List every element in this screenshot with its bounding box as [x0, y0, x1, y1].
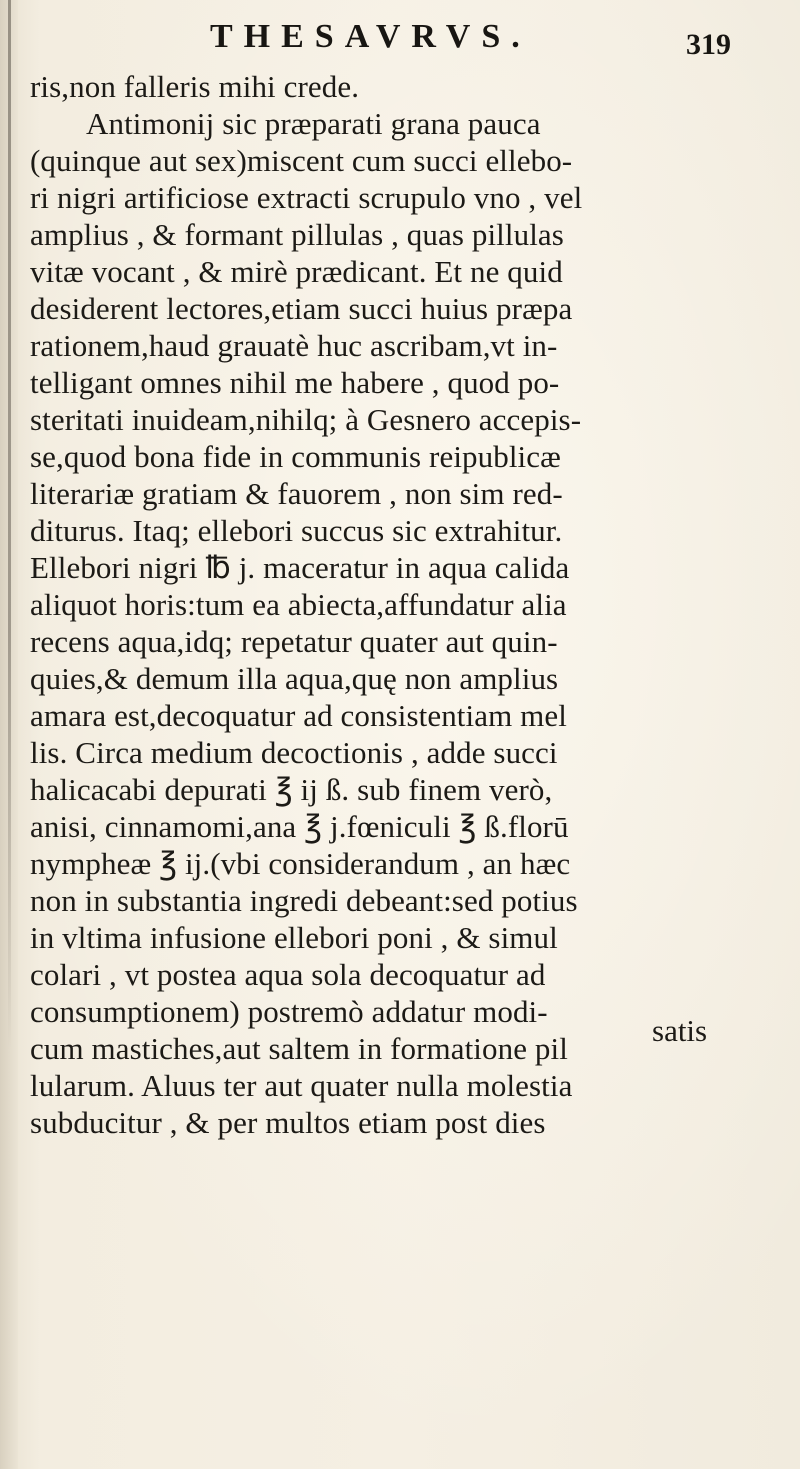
text-line: Antimonij sic præparati grana pauca [86, 106, 541, 141]
text-line: rationem,haud grauatè huc ascribam,vt in- [30, 328, 558, 363]
text-line: steritati inuideam,nihilq; à Gesnero accepis- [30, 402, 582, 437]
text-line: amara est,decoquatur ad consistentiam mel [30, 698, 567, 733]
text-line: nympheæ ℥ ij.(vbi considerandum , an hæc [30, 846, 571, 881]
catchword: satis [652, 1013, 708, 1048]
text-line: lularum. Aluus ter aut quater nulla molestia [30, 1068, 573, 1103]
text-line: non in substantia ingredi debeant:sed potius [30, 883, 578, 918]
page-edge-shadow [8, 0, 11, 1050]
text-line: se,quod bona fide in communis reipublicæ [30, 439, 561, 474]
text-line: subducitur , & per multos etiam post dies [30, 1105, 546, 1140]
text-line: halicacabi depurati ℥ ij ß. sub finem verò, [30, 772, 553, 807]
text-line: ri nigri artificiose extracti scrupulo vno , vel [30, 180, 583, 215]
text-line: quies,& demum illa aqua,quę non amplius [30, 661, 559, 696]
text-line: amplius , & formant pillulas , quas pillulas [30, 217, 564, 252]
text-line: literariæ gratiam & fauorem , non sim red- [30, 476, 563, 511]
text-line: consumptionem) postremò addatur modi- [30, 994, 548, 1029]
text-line: (quinque aut sex)miscent cum succi ellebo- [30, 143, 573, 178]
text-line: in vltima infusione ellebori poni , & simul [30, 920, 558, 955]
text-line: lis. Circa medium decoctionis , adde succi [30, 735, 558, 770]
text-line: cum mastiches,aut saltem in formatione pil [30, 1031, 568, 1066]
text-line: colari , vt postea aqua sola decoquatur ad [30, 957, 546, 992]
text-line: vitæ vocant , & mirè prædicant. Et ne quid [30, 254, 563, 289]
text-line: telligant omnes nihil me habere , quod po- [30, 365, 560, 400]
text-line: aliquot horis:tum ea abiecta,affundatur alia [30, 587, 567, 622]
body-text [30, 68, 790, 1141]
text-line: anisi, cinnamomi,ana ℥ j.fœniculi ℥ ß.florū [30, 809, 569, 844]
text-line: recens aqua,idq; repetatur quater aut quin- [30, 624, 558, 659]
page-number: 319 [686, 28, 731, 61]
text-line: ris,non falleris mihi crede. [30, 69, 360, 104]
text-line: diturus. Itaq; ellebori succus sic extrahitur. [30, 513, 563, 548]
text-line: desiderent lectores,etiam succi huius præpa [30, 291, 573, 326]
text-line: Ellebori nigri ℔ j. maceratur in aqua calida [30, 550, 570, 585]
running-title: THESAVRVS. [210, 18, 531, 55]
